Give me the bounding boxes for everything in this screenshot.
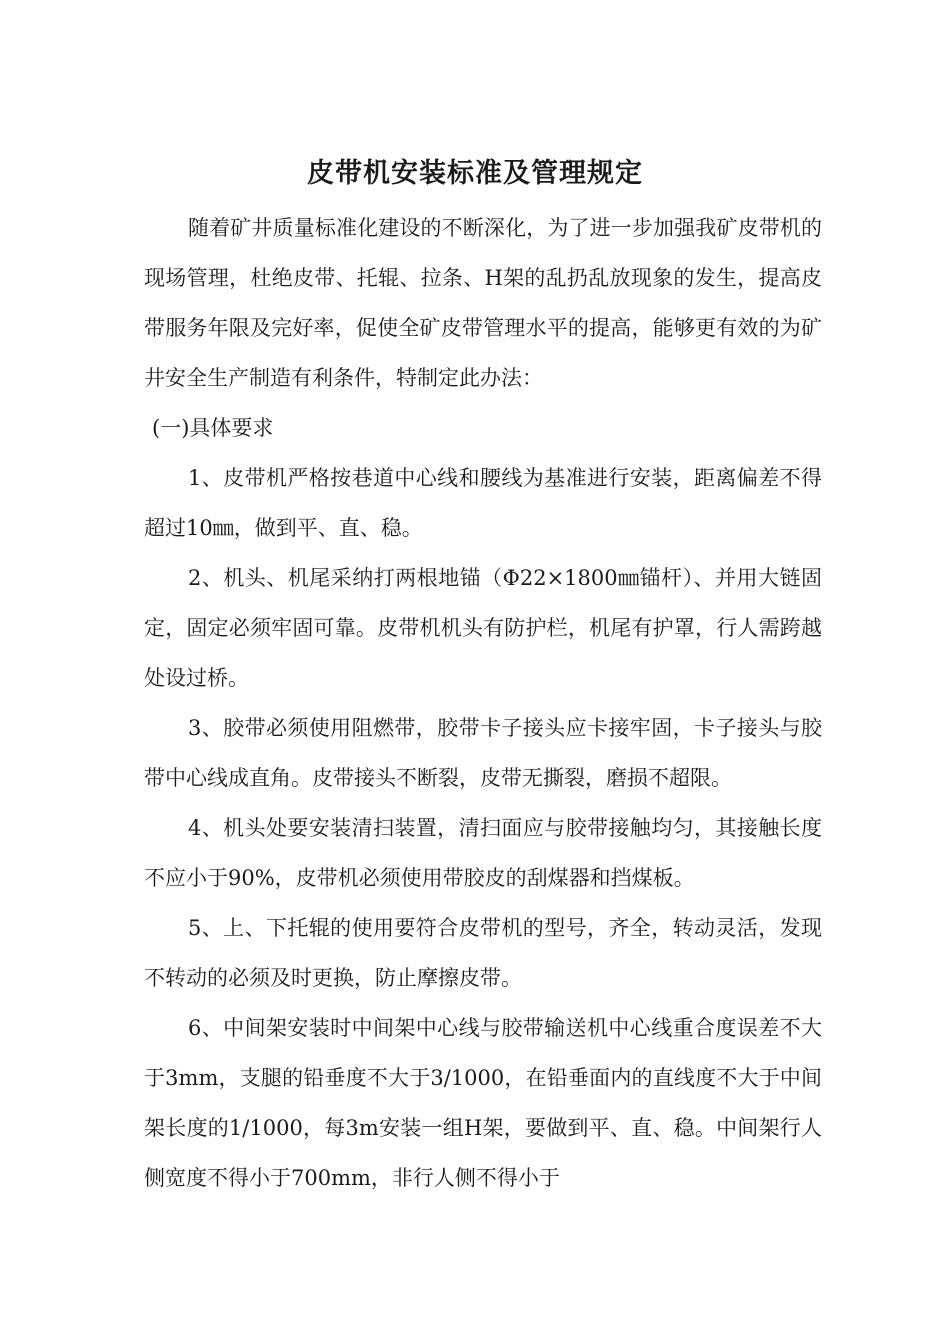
- requirement-item-5: 5、上、下托辊的使用要符合皮带机的型号，齐全，转动灵活，发现不转动的必须及时更换，防止摩擦皮带。: [144, 916, 822, 990]
- requirement-item-4: 4、机头处要安装清扫装置，清扫面应与胶带接触均匀，其接触长度不应小于90%，皮带机必须使用带胶皮的刮煤器和挡煤板。: [144, 816, 822, 890]
- intro-paragraph: 随着矿井质量标准化建设的不断深化，为了进一步加强我矿皮带机的现场管理，杜绝皮带、托辊、拉条、H架的乱扔乱放现象的发生，提高皮带服务年限及完好率，促使全矿皮带管理水平的提高，能够更有效的为矿井安全生产制造有利条件，特制定此办法：: [144, 216, 822, 390]
- requirement-item-6: 6、中间架安装时中间架中心线与胶带输送机中心线重合度误差不大于3mm，支腿的铅垂度不大于3/1000，在铅垂面内的直线度不大于中间架长度的1/1000，每3m安装一组H架，要做到平、直、稳。中间架行人侧宽度不得小于700mm，非行人侧不得小于: [144, 1016, 822, 1190]
- requirement-item-1: 1、皮带机严格按巷道中心线和腰线为基准进行安装，距离偏差不得超过10㎜，做到平、直、稳。: [144, 466, 822, 540]
- section-heading: (一)具体要求: [152, 416, 274, 440]
- requirement-item-3: 3、胶带必须使用阻燃带，胶带卡子接头应卡接牢固，卡子接头与胶带中心线成直角。皮带接头不断裂，皮带无撕裂，磨损不超限。: [144, 716, 822, 790]
- requirement-item-2: 2、机头、机尾采纳打两根地锚（Φ22×1800㎜锚杆）、并用大链固定，固定必须牢固可靠。皮带机机头有防护栏，机尾有护罩，行人需跨越处设过桥。: [144, 566, 822, 690]
- document-body: [144, 203, 822, 1203]
- document-title: 皮带机安装标准及管理规定: [307, 158, 643, 189]
